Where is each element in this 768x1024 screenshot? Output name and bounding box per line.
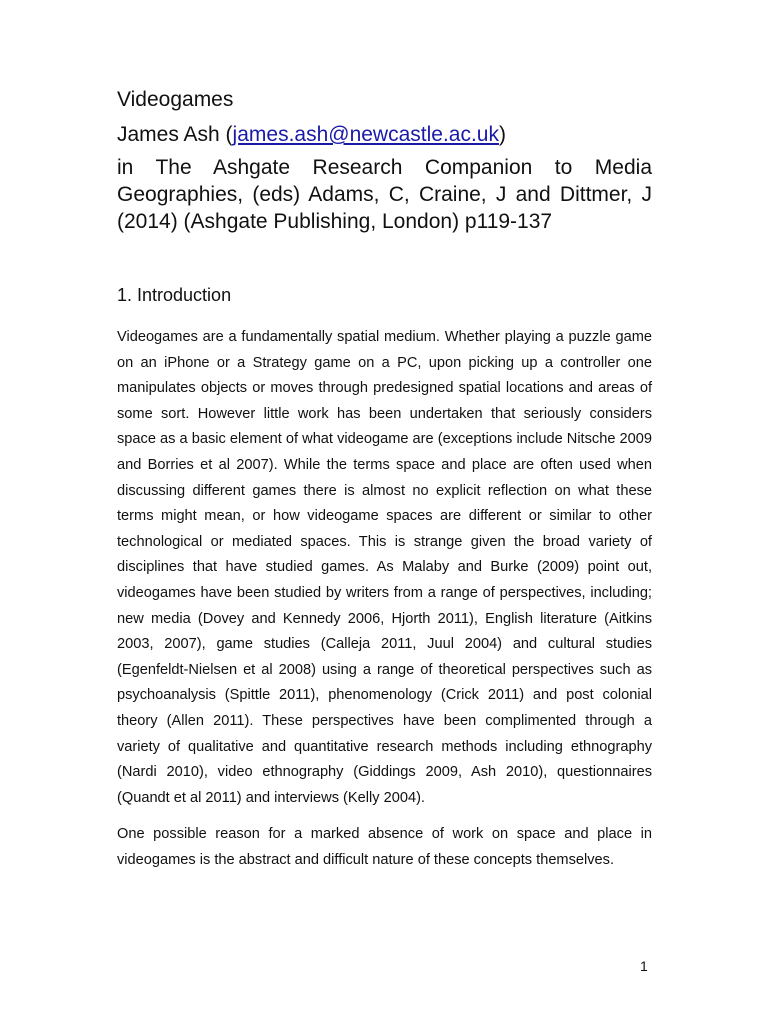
paragraph-1: Videogames are a fundamentally spatial medium. Whether playing a puzzle game on an iPhone or a Strategy game on a PC, upon picking up a controller one manipulates objects or moves through predesigned spatial locations and areas of some sort. However little work has been undertaken that seriously considers space as a basic element of what videogame are (exceptions include Nitsche 2009 and Borries et al 2007). While the terms space and place are often used when discussing different games there is almost no explicit reflection on what these terms might mean, or how videogame spaces are different or similar to other technological or mediated spaces. This is strange given the broad variety of disciplines that have studied games. As Malaby and Burke (2009) point out, videogames have been studied by writers from a range of perspectives, including; new media (Dovey and Kennedy 2006, Hjorth 2011), English literature (Aitkins 2003, 2007), game studies (Calleja 2011, Juul 2004) and cultural studies (Egenfeldt-Nielsen et al 2008) using a range of theoretical perspectives such as psychoanalysis (Spittle 2011), phenomenology (Crick 2011) and post colonial theory (Allen 2011). These perspectives have been complimented through a variety of qualitative and quantitative research methods including ethnography (Nardi 2010), video ethnography (Giddings 2009, Ash 2010), questionnaires (Quandt et al 2011) and interviews (Kelly 2004). [117,329,652,806]
author-suffix: ) [498,123,506,146]
document-page [117,84,652,884]
author-name: James Ash ( [117,123,233,146]
paragraph-2: One possible reason for a marked absence of work on space and place in videogames is the abstract and difficult nature of these concepts themselves. [117,826,652,868]
page-number: 1 [640,958,648,974]
document-title: Videogames [117,88,234,111]
author-line [117,119,652,150]
author-email-link[interactable]: james.ash@newcastle.ac.uk [232,123,499,146]
section-heading: 1. Introduction [117,285,232,305]
citation-text: in The Ashgate Research Companion to Media Geographies, (eds) Adams, C, Craine, J and Dittmer, J (2014) (Ashgate Publishing, London) p119-137 [117,156,652,233]
